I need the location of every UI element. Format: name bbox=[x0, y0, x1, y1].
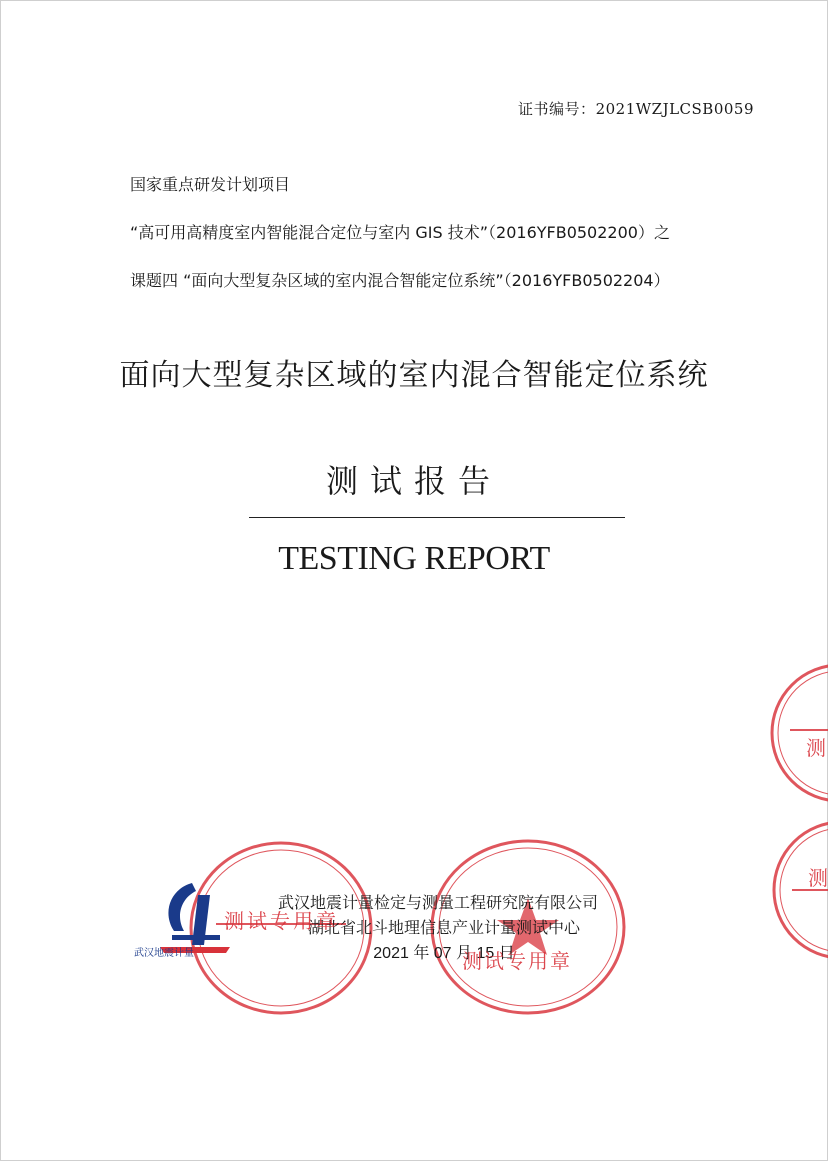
title-divider bbox=[249, 517, 625, 518]
stamp-institute-text: 测试专用章 bbox=[224, 909, 339, 933]
stamp-right-top-text: 测 bbox=[806, 736, 826, 760]
report-sub-title: 测试报告 bbox=[325, 462, 502, 500]
report-english-title: TESTING REPORT bbox=[278, 540, 550, 577]
logo-caption: 武汉地震计量 bbox=[134, 948, 194, 959]
certificate-number-label: 证书编号： bbox=[518, 100, 596, 118]
issuer-organization-2: 湖北省北斗地理信息产业计量测试中心 bbox=[307, 918, 580, 937]
project-line-2: “高可用高精度室内智能混合定位与室内 GIS 技术”（2016YFB0502200）之 bbox=[130, 223, 670, 242]
stamp-right-bottom-text: 测 bbox=[808, 866, 828, 890]
project-line-3: 课题四 “面向大型复杂区域的室内混合智能定位系统”（2016YFB0502204） bbox=[130, 271, 670, 290]
issuer-organization-1: 武汉地震计量检定与测量工程研究院有限公司 bbox=[277, 893, 598, 912]
stamp-beidou-center-text: 测试专用章 bbox=[462, 949, 572, 973]
certificate-number bbox=[518, 98, 754, 119]
project-line-1: 国家重点研发计划项目 bbox=[130, 175, 291, 194]
report-main-title: 面向大型复杂区域的室内混合智能定位系统 bbox=[119, 358, 709, 393]
certificate-number-value: 2021WZJLCSB0059 bbox=[595, 100, 754, 118]
issue-date: 2021 年 07 月 15 日 bbox=[373, 945, 515, 962]
